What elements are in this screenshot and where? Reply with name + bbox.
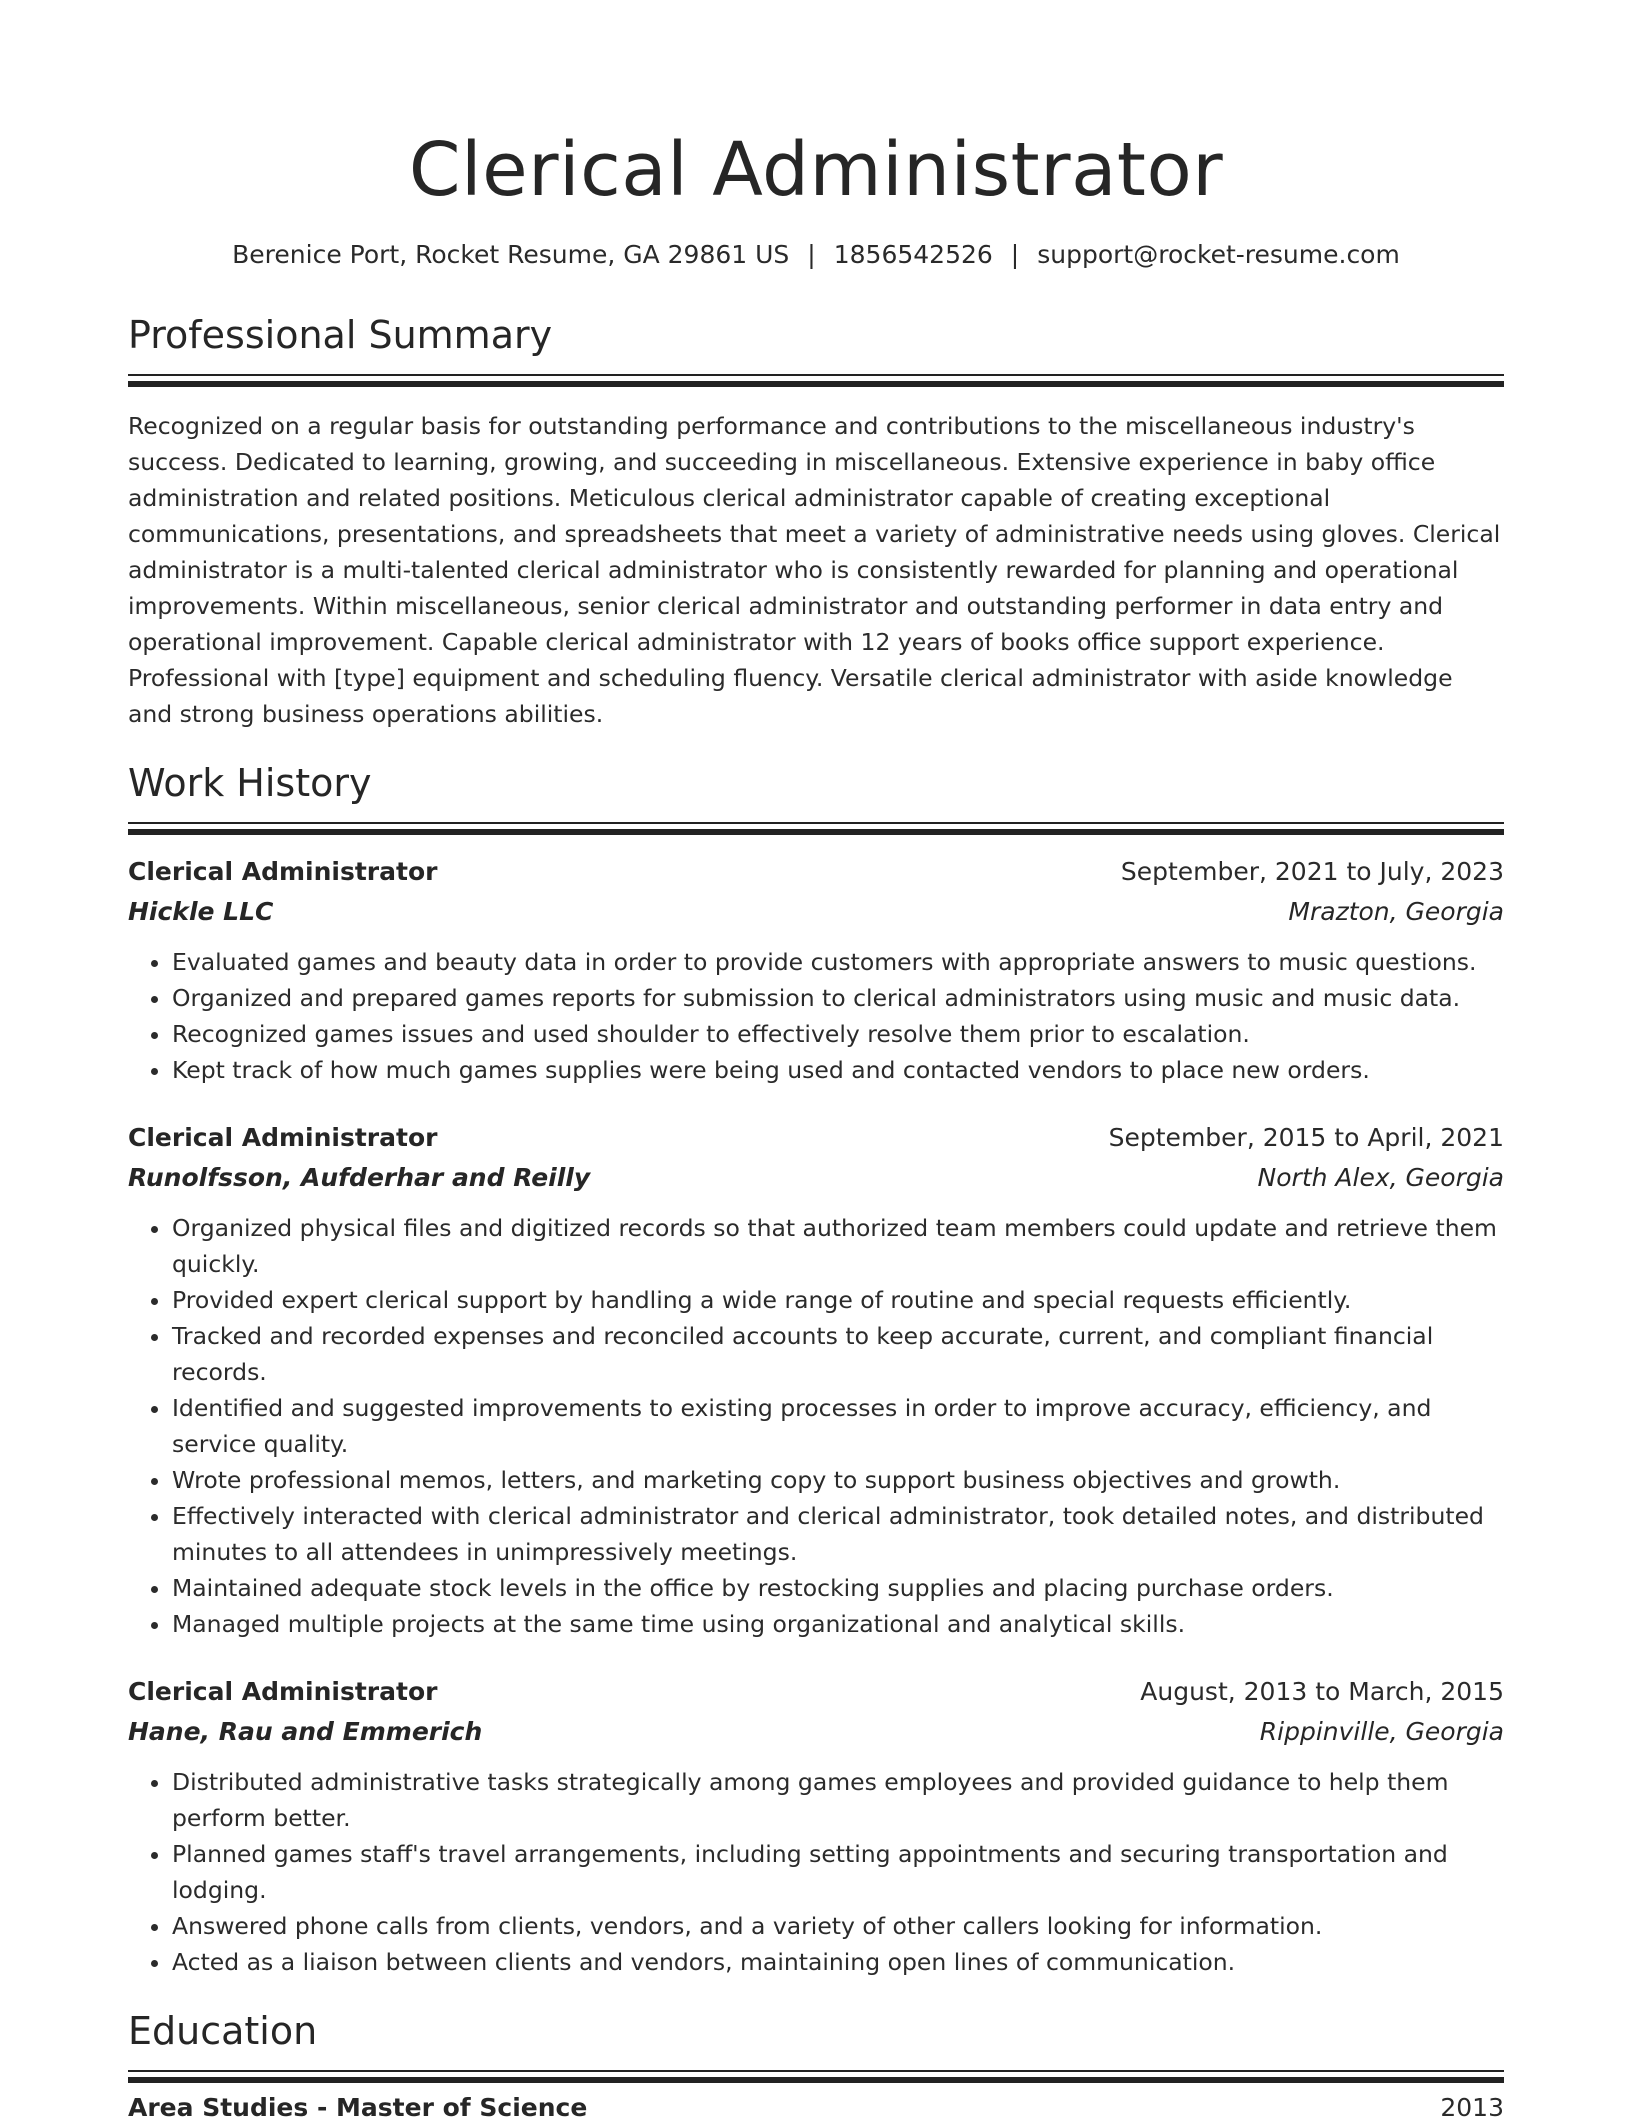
education-degree: Area Studies - Master of Science: [128, 2093, 588, 2122]
job-entry: [128, 852, 1504, 1088]
job-bullets: [128, 1210, 1504, 1642]
education-entry: [128, 2088, 1504, 2128]
job-dates: September, 2021 to July, 2023: [1120, 857, 1504, 886]
job-title: Clerical Administrator: [128, 1677, 438, 1706]
education-section: [128, 2006, 1504, 2128]
contact-phone: 1856542526: [833, 240, 993, 269]
resume-name: Clerical Administrator: [408, 127, 1224, 213]
job-company: Runolfsson, Aufderhar and Reilly: [128, 1163, 591, 1192]
job-entry: [128, 1118, 1504, 1642]
job-bullet: • Kept track of how much games supplies were being used and contacted vendors to place new orders.: [172, 1052, 1504, 1088]
job-bullet: • Organized and prepared games reports for submission to clerical administrators using music and music data.: [172, 980, 1504, 1016]
job-bullet: • Recognized games issues and used shoulder to effectively resolve them prior to escalation.: [172, 1016, 1504, 1052]
summary-section: [128, 310, 1504, 732]
job-bullet: • Identified and suggested improvements to existing processes in order to improve accuracy, efficiency, and service quality.: [172, 1390, 1504, 1462]
job-bullets: [128, 1764, 1504, 1980]
work-history-heading: Work History: [128, 761, 372, 805]
job-entry: [128, 1672, 1504, 1980]
job-location: Rippinville, Georgia: [1259, 1717, 1504, 1746]
job-company-row: [128, 1712, 1504, 1752]
job-bullet: • Acted as a liaison between clients and vendors, maintaining open lines of communication.: [172, 1944, 1504, 1980]
job-company-row: [128, 892, 1504, 932]
job-bullet: • Answered phone calls from clients, vendors, and a variety of other callers looking for information.: [172, 1908, 1504, 1944]
job-bullet: • Wrote professional memos, letters, and marketing copy to support business objectives and growth.: [172, 1462, 1504, 1498]
education-heading: Education: [128, 2009, 318, 2053]
contact-separator: |: [807, 240, 816, 269]
summary-text: Recognized on a regular basis for outstanding performance and contributions to the miscellaneous industry's success. Dedicated to learning, growing, and succeeding in miscellaneous. Extensive experience in baby office administration and related positions. Meticulous clerical administrator capable of creating exceptional communications, presentations, and spreadsheets that meet a variety of administrative needs using gloves. Clerical administrator is a multi-talented clerical administrator who is consistently rewarded for planning and operational improvements. Within miscellaneous, senior clerical administrator and outstanding performer in data entry and operational improvement. Capable clerical administrator with 12 years of books office support experience. Professional with [type] equipment and scheduling fluency. Versatile clerical administrator with aside knowledge and strong business operations abilities.: [128, 412, 1501, 728]
contact-address: Berenice Port, Rocket Resume, GA 29861 US: [232, 240, 790, 269]
job-bullet: • Effectively interacted with clerical administrator and clerical administrator, took detailed notes, and distributed minutes to all attendees in unimpressively meetings.: [172, 1498, 1504, 1570]
section-divider: [128, 374, 1504, 376]
education-year: 2013: [1440, 2093, 1504, 2122]
job-bullet: • Distributed administrative tasks strategically among games employees and provided guidance to help them perform better.: [172, 1764, 1504, 1836]
contact-line: [128, 238, 1504, 272]
job-bullet: • Managed multiple projects at the same time using organizational and analytical skills.: [172, 1606, 1504, 1642]
job-title: Clerical Administrator: [128, 857, 438, 886]
job-bullet: • Organized physical files and digitized records so that authorized team members could update and retrieve them quickly.: [172, 1210, 1504, 1282]
job-location: Mrazton, Georgia: [1288, 897, 1504, 926]
job-dates: August, 2013 to March, 2015: [1140, 1677, 1504, 1706]
job-bullet: • Provided expert clerical support by handling a wide range of routine and special requests efficiently.: [172, 1282, 1504, 1318]
summary-heading: Professional Summary: [128, 313, 553, 357]
contact-separator: |: [1010, 240, 1020, 269]
job-bullets: [128, 944, 1504, 1088]
job-bullet: • Evaluated games and beauty data in order to provide customers with appropriate answers to music questions.: [172, 944, 1504, 980]
job-title: Clerical Administrator: [128, 1123, 438, 1152]
job-dates: September, 2015 to April, 2021: [1108, 1123, 1504, 1152]
job-location: North Alex, Georgia: [1257, 1163, 1504, 1192]
job-header-row: [128, 1118, 1504, 1158]
job-bullet: • Planned games staff's travel arrangements, including setting appointments and securing transportation and lodging.: [172, 1836, 1504, 1908]
job-header-row: [128, 852, 1504, 892]
job-company: Hane, Rau and Emmerich: [128, 1717, 483, 1746]
section-divider: [128, 2070, 1504, 2072]
job-company: Hickle LLC: [128, 897, 274, 926]
job-bullet: • Tracked and recorded expenses and reconciled accounts to keep accurate, current, and compliant financial records.: [172, 1318, 1504, 1390]
contact-email: support@rocket-resume.com: [1037, 240, 1400, 269]
job-company-row: [128, 1158, 1504, 1198]
job-bullet: • Maintained adequate stock levels in the office by restocking supplies and placing purchase orders.: [172, 1570, 1504, 1606]
section-divider: [128, 822, 1504, 824]
work-history-section: [128, 758, 1504, 1980]
job-header-row: [128, 1672, 1504, 1712]
resume-page: [128, 0, 1504, 2128]
